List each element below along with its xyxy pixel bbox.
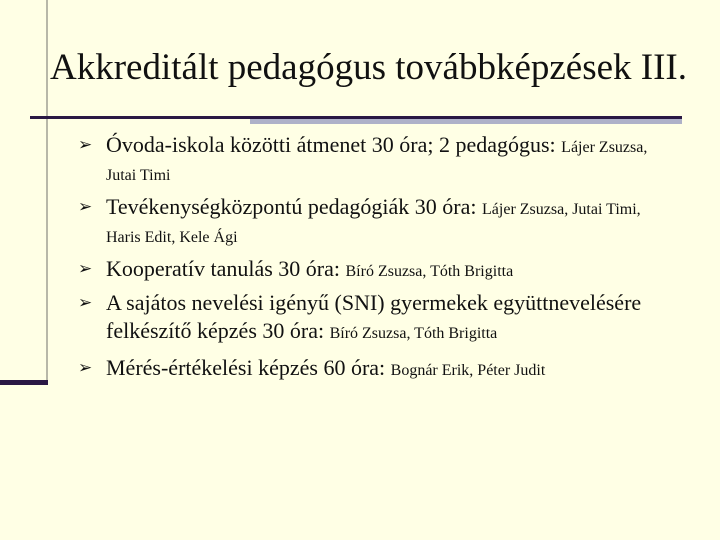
trainer-names: Bognár Erik, Péter Judit xyxy=(390,362,546,379)
arrow-bullet-icon: ➢ xyxy=(78,358,93,377)
title-underline-shadow xyxy=(250,119,682,124)
arrow-bullet-icon: ➢ xyxy=(78,293,93,312)
course-text: Mérés-értékelési képzés 60 óra: xyxy=(106,355,391,380)
left-vertical-rule xyxy=(46,0,48,385)
trainer-names: Lájer Zsuzsa, Jutai Timi, Haris Edit, Kele Ági xyxy=(106,201,641,246)
arrow-bullet-icon: ➢ xyxy=(78,197,93,216)
arrow-bullet-icon: ➢ xyxy=(78,135,93,154)
course-text: Tevékenységközpontú pedagógiák 30 óra: xyxy=(106,194,483,219)
bullet-list xyxy=(78,131,678,388)
trainer-names: Lájer Zsuzsa, Jutai Timi xyxy=(106,139,648,184)
course-text: Kooperatív tanulás 30 óra: xyxy=(106,256,346,281)
bullet-item-meres-ertekelesi xyxy=(78,354,678,382)
course-text: A sajátos nevelési igényű (SNI) gyermekek együttnevelésére felkészítő képzés 30 óra: xyxy=(106,290,642,343)
bullet-item-tevekenysegkozpontu xyxy=(78,193,678,249)
trainer-names: Bíró Zsuzsa, Tóth Brigitta xyxy=(329,325,498,342)
bullet-item-ovoda-iskola xyxy=(78,131,678,187)
trainer-names: Bíró Zsuzsa, Tóth Brigitta xyxy=(345,263,514,280)
bullet-item-sni xyxy=(78,289,678,345)
left-accent-bar xyxy=(0,380,48,385)
course-text: Óvoda-iskola közötti átmenet 30 óra; 2 pedagógus: xyxy=(106,132,562,157)
bullet-item-kooperativ xyxy=(78,255,678,283)
slide-title: Akkreditált pedagógus továbbképzések III. xyxy=(50,47,688,88)
arrow-bullet-icon: ➢ xyxy=(78,259,93,278)
